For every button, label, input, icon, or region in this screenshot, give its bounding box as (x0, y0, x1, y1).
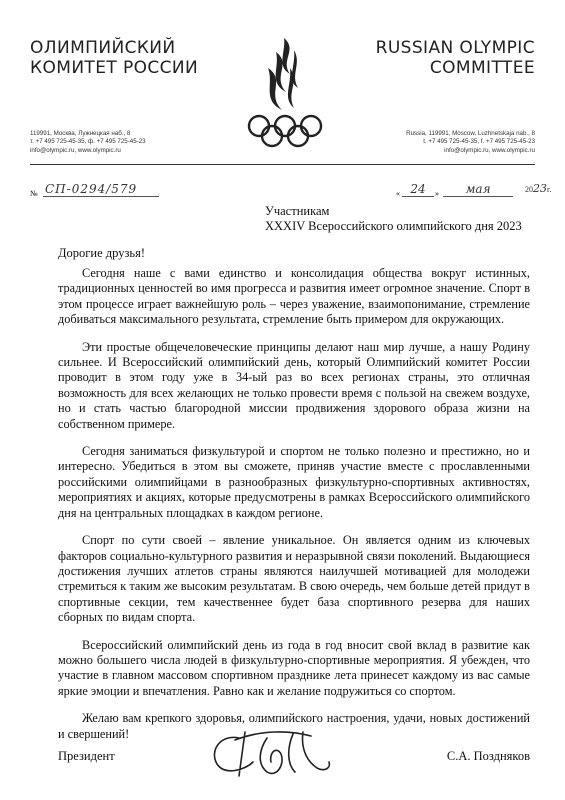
org-name-en-line1: RUSSIAN OLYMPIC (375, 38, 535, 58)
address-en-line: Russia, 119991, Moscow, Luzhnetskaja nab., 8 (406, 130, 535, 137)
date-year-prefix: 20 (525, 185, 533, 194)
org-name-ru-line1: ОЛИМПИЙСКИЙ (30, 38, 176, 58)
date-close-quote: » (435, 189, 439, 198)
letter-paragraph: Желаю вам крепкого здоровья, олимпийского настроения, удачи, новых достижений и свершений! (58, 711, 530, 741)
signatory-name: С.А. Поздняков (446, 749, 530, 763)
org-name-ru (30, 38, 198, 78)
org-name-en-line2: COMMITTEE (429, 58, 535, 78)
address-ru-line: 119991, Москва, Лужнецкая наб., 8 (30, 130, 131, 137)
address-en-line: info@olympic.ru, www.olympic.ru (444, 146, 535, 154)
letter-paragraph: Сегодня заниматься физкультурой и спортом не только полезно и престижно, но и интересно. Убедиться в этом вы сможете, приняв участие вместе с прославленными российскими олимпийцами в разнообразных физкультурно-спортивных активностях, мероприятиях и акциях, которые предусмотрены в рамках Всероссийского олимпийского дня на центральных площадках в каждом регионе. (58, 444, 530, 520)
olympic-flame-rings-logo-icon (240, 30, 330, 150)
org-name-ru-line2: КОМИТЕТ РОССИИ (30, 58, 199, 78)
address-ru-line: т. +7 495 725-45-35, ф. +7 495 725-45-23 (30, 138, 146, 146)
document-number: СП-0294/579 (43, 182, 159, 197)
handwritten-signature-icon (205, 724, 335, 784)
letter-paragraph: Всероссийский олимпийский день из года в год вносит свой вклад в развитие как можно большего числа людей в физкультурно-спортивные мероприятия. Я убежден, что участие в главном массовом спортивном празднике лета принесет каждому из вас самые яркие эмоции и впечатления. Равно как и желание подружиться со спортом. (58, 637, 530, 698)
reference-row (30, 181, 552, 203)
greeting: Дорогие друзья! (58, 246, 146, 260)
letter-paragraph: Спорт по сути своей – явление уникальное. Он является одним из ключевых факторов социально-культурного развития и неразрывной связи поколений. Выдающиеся достижения лучших атлетов страны являются наилучшей мотивацией для молодежи стремиться к таким же высоким результатам. В свою очередь, чем больше детей придут в спортивные секции, тем качественнее будет база спортивного резерва для наших сборных по видам спорта. (58, 533, 530, 625)
header-divider (30, 164, 535, 165)
date-day: 24 (402, 182, 434, 197)
addressee (265, 204, 522, 234)
letter-body (58, 266, 530, 754)
addressee-line1: Участникам (265, 204, 330, 218)
org-name-en (376, 38, 535, 78)
date-month: мая (443, 182, 513, 197)
number-label: № (30, 189, 38, 198)
address-ru-line: info@olympic.ru, www.olympic.ru (30, 146, 121, 154)
date-year-mark: г. (547, 185, 552, 194)
address-en (406, 130, 535, 155)
address-ru (30, 130, 146, 155)
date-year-suffix: 23 (533, 182, 547, 195)
letter-paragraph: Сегодня наше с вами единство и консолидация общества вокруг истинных, традиционных ценностей во имя прогресса и развития имеет огромное значение. Спорт в этом процессе играет важнейшую роль – через уважение, взаимопонимание, стремление добиваться максимального результата, стремление быть примером для окружающих. (58, 266, 530, 327)
date-open-quote: « (396, 189, 400, 198)
date-year (525, 182, 551, 195)
letter-paragraph: Эти простые общечеловеческие принципы делают наш мир лучше, а нашу Родину сильнее. И Всероссийский олимпийский день, который Олимпийский комитет России проводит в этом году уже в 34-ый раз во всех регионах страны, это отличная возможность для всех желающих не только провести время с пользой на свежем воздухе, но и стать частью благородной миссии продвижения здорового образа жизни на собственном примере. (58, 339, 530, 431)
address-en-line: t. +7 495 725-45-35, f. +7 495 725-45-23 (423, 138, 535, 146)
signatory-title: Президент (58, 749, 115, 763)
addressee-line2: XXXIV Всероссийского олимпийского дня 2023 (265, 219, 522, 233)
